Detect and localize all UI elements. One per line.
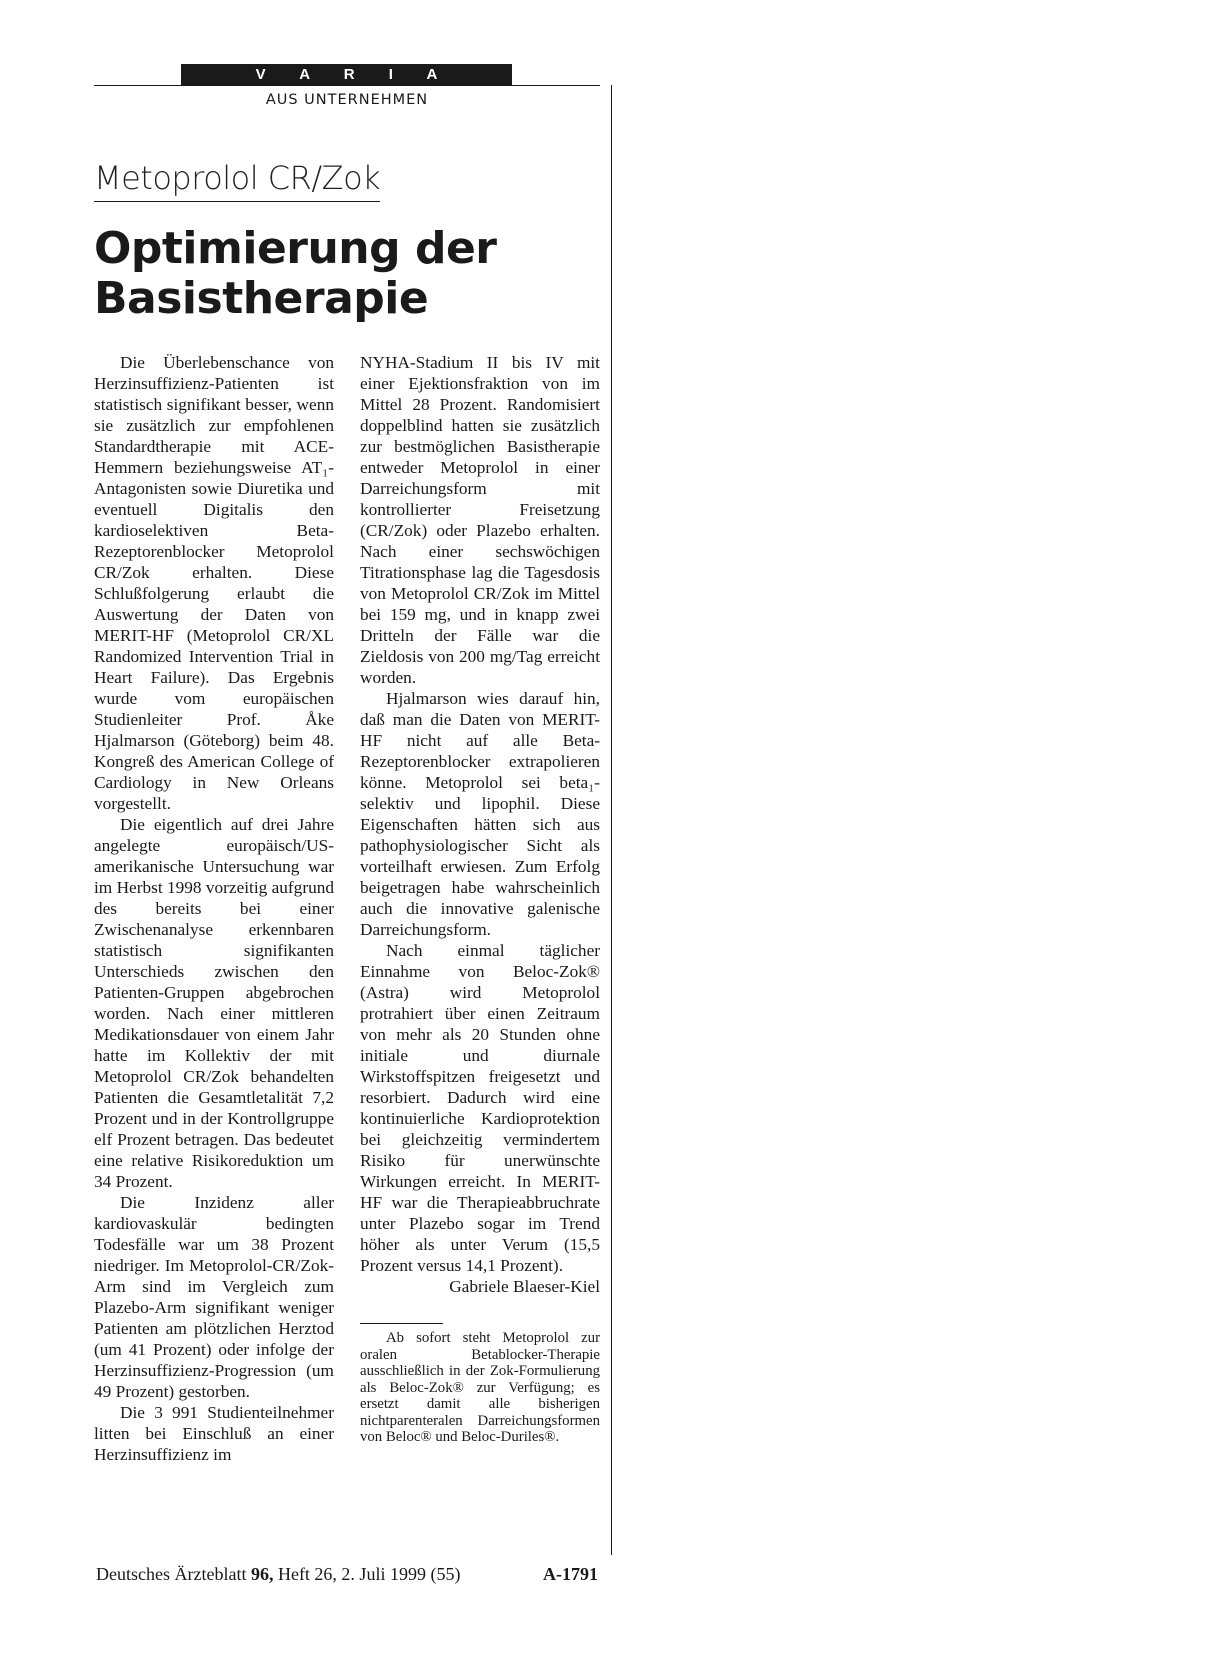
footnote: Ab sofort steht Metoprolol zur oralen Betablocker-Therapie ausschließlich in der Zok-Formulierung als Beloc-Zok® zur Verfügung; es ersetzt damit alle bisherigen nichtparenteralen Darreichungsformen von Beloc® und Beloc-Duriles®. bbox=[360, 1330, 600, 1445]
paragraph: NYHA-Stadium II bis IV mit einer Ejektionsfraktion von im Mittel 28 Prozent. Randomisiert doppelblind hatten sie zusätzlich zur bestmöglichen Basistherapie entweder Metoprolol in einer Darreichungsform mit kontrollierter Freisetzung (CR/Zok) oder Plazebo erhalten. Nach einer sechswöchigen Titrationsphase lag die Tagesdosis von Metoprolol CR/Zok im Mittel bei 159 mg, und in knapp zwei Dritteln der Fälle war die Zieldosis von 200 mg/Tag erreicht worden. bbox=[360, 353, 600, 687]
text-column-1 bbox=[94, 352, 334, 1465]
header-rule bbox=[94, 85, 600, 86]
headline-line-2: Basistherapie bbox=[94, 273, 429, 324]
headline-line-1: Optimierung der bbox=[94, 223, 497, 274]
paragraph: Nach einmal täglicher Einnahme von Beloc-Zok® (Astra) wird Metoprolol protrahiert über einen Zeitraum von mehr als 20 Stunden ohne initiale und diurnale Wirkstoffspitzen freigesetzt und resorbiert. Dadurch wird eine kontinuierliche Kardioprotektion bei gleichzeitig vermindertem Risiko für unerwünschte Wirkungen erreicht. In MERIT-HF war die Therapieabbruchrate unter Plazebo sogar im Trend höher als unter Verum (15,5 Prozent versus 14,1 Prozent). bbox=[360, 941, 600, 1275]
text-column-2 bbox=[360, 352, 600, 1446]
author-signature: Gabriele Blaeser-Kiel bbox=[449, 1277, 600, 1296]
footer-volume: 96, bbox=[250, 1564, 274, 1584]
column-divider bbox=[611, 85, 612, 1555]
footer-page-number: A-1791 bbox=[543, 1564, 598, 1584]
article-kicker: Metoprolol CR/Zok bbox=[94, 159, 380, 202]
footer-journal: Deutsches Ärzteblatt bbox=[96, 1564, 247, 1584]
page-footer bbox=[96, 1564, 598, 1585]
paragraph: Die Inzidenz aller kardiovaskulär bedingten Todesfälle war um 38 Prozent niedriger. Im Metoprolol-CR/Zok-Arm sind im Vergleich zum Plazebo-Arm signifikant weniger Patienten am plötzlichen Herztod (um 41 Prozent) oder infolge der Herzinsuffizienz-Progression (um 49 Prozent) gestorben. bbox=[94, 1193, 334, 1401]
footer-issue: Heft 26, 2. Juli 1999 (55) bbox=[277, 1564, 461, 1584]
subsection-label: AUS UNTERNEHMEN bbox=[265, 92, 429, 108]
footnote-rule bbox=[360, 1323, 443, 1324]
paragraph: Die 3 991 Studienteilnehmer litten bei Einschluß an einer Herzinsuffizienz im bbox=[94, 1403, 334, 1464]
footer-citation bbox=[96, 1564, 460, 1585]
section-label: V A R I A bbox=[181, 64, 512, 85]
paragraph: Die eigentlich auf drei Jahre angelegte europäisch/US-amerikanische Untersuchung war im Herbst 1998 vorzeitig aufgrund des bereits bei einer Zwischenanalyse erkennbaren statistisch signifikanten Unterschieds zwischen den Patienten-Gruppen abgebrochen worden. Nach einer mittleren Medikationsdauer von einem Jahr hatte im Kollektiv der mit Metoprolol CR/Zok behandelten Patienten die Gesamtletalität 7,2 Prozent und in der Kontrollgruppe elf Prozent betragen. Das bedeutet eine relative Risikoreduktion um 34 Prozent. bbox=[94, 815, 334, 1191]
paragraph: Hjalmarson wies darauf hin, daß man die Daten von MERIT-HF nicht auf alle Beta-Rezeptorenblocker extrapolieren könne. Metoprolol sei beta₁-selektiv und lipophil. Diese Eigenschaften hätten sich aus pathophysiologischer Sicht als vorteilhaft erwiesen. Zum Erfolg beigetragen habe wahrscheinlich auch die innovative galenische Darreichungsform. bbox=[360, 689, 600, 939]
article-headline bbox=[94, 224, 497, 324]
paragraph: Die Überlebenschance von Herzinsuffizienz-Patienten ist statistisch signifikant besser, wenn sie zusätzlich zur empfohlenen Standardtherapie mit ACE-Hemmern beziehungsweise AT₁-Antagonisten sowie Diuretika und eventuell Digitalis den kardioselektiven Beta-Rezeptorenblocker Metoprolol CR/Zok erhalten. Diese Schlußfolgerung erlaubt die Auswertung der Daten von MERIT-HF (Metoprolol CR/XL Randomized Intervention Trial in Heart Failure). Das Ergebnis wurde vom europäischen Studienleiter Prof. Åke Hjalmarson (Göteborg) beim 48. Kongreß des American College of Cardiology in New Orleans vorgestellt. bbox=[94, 353, 334, 813]
